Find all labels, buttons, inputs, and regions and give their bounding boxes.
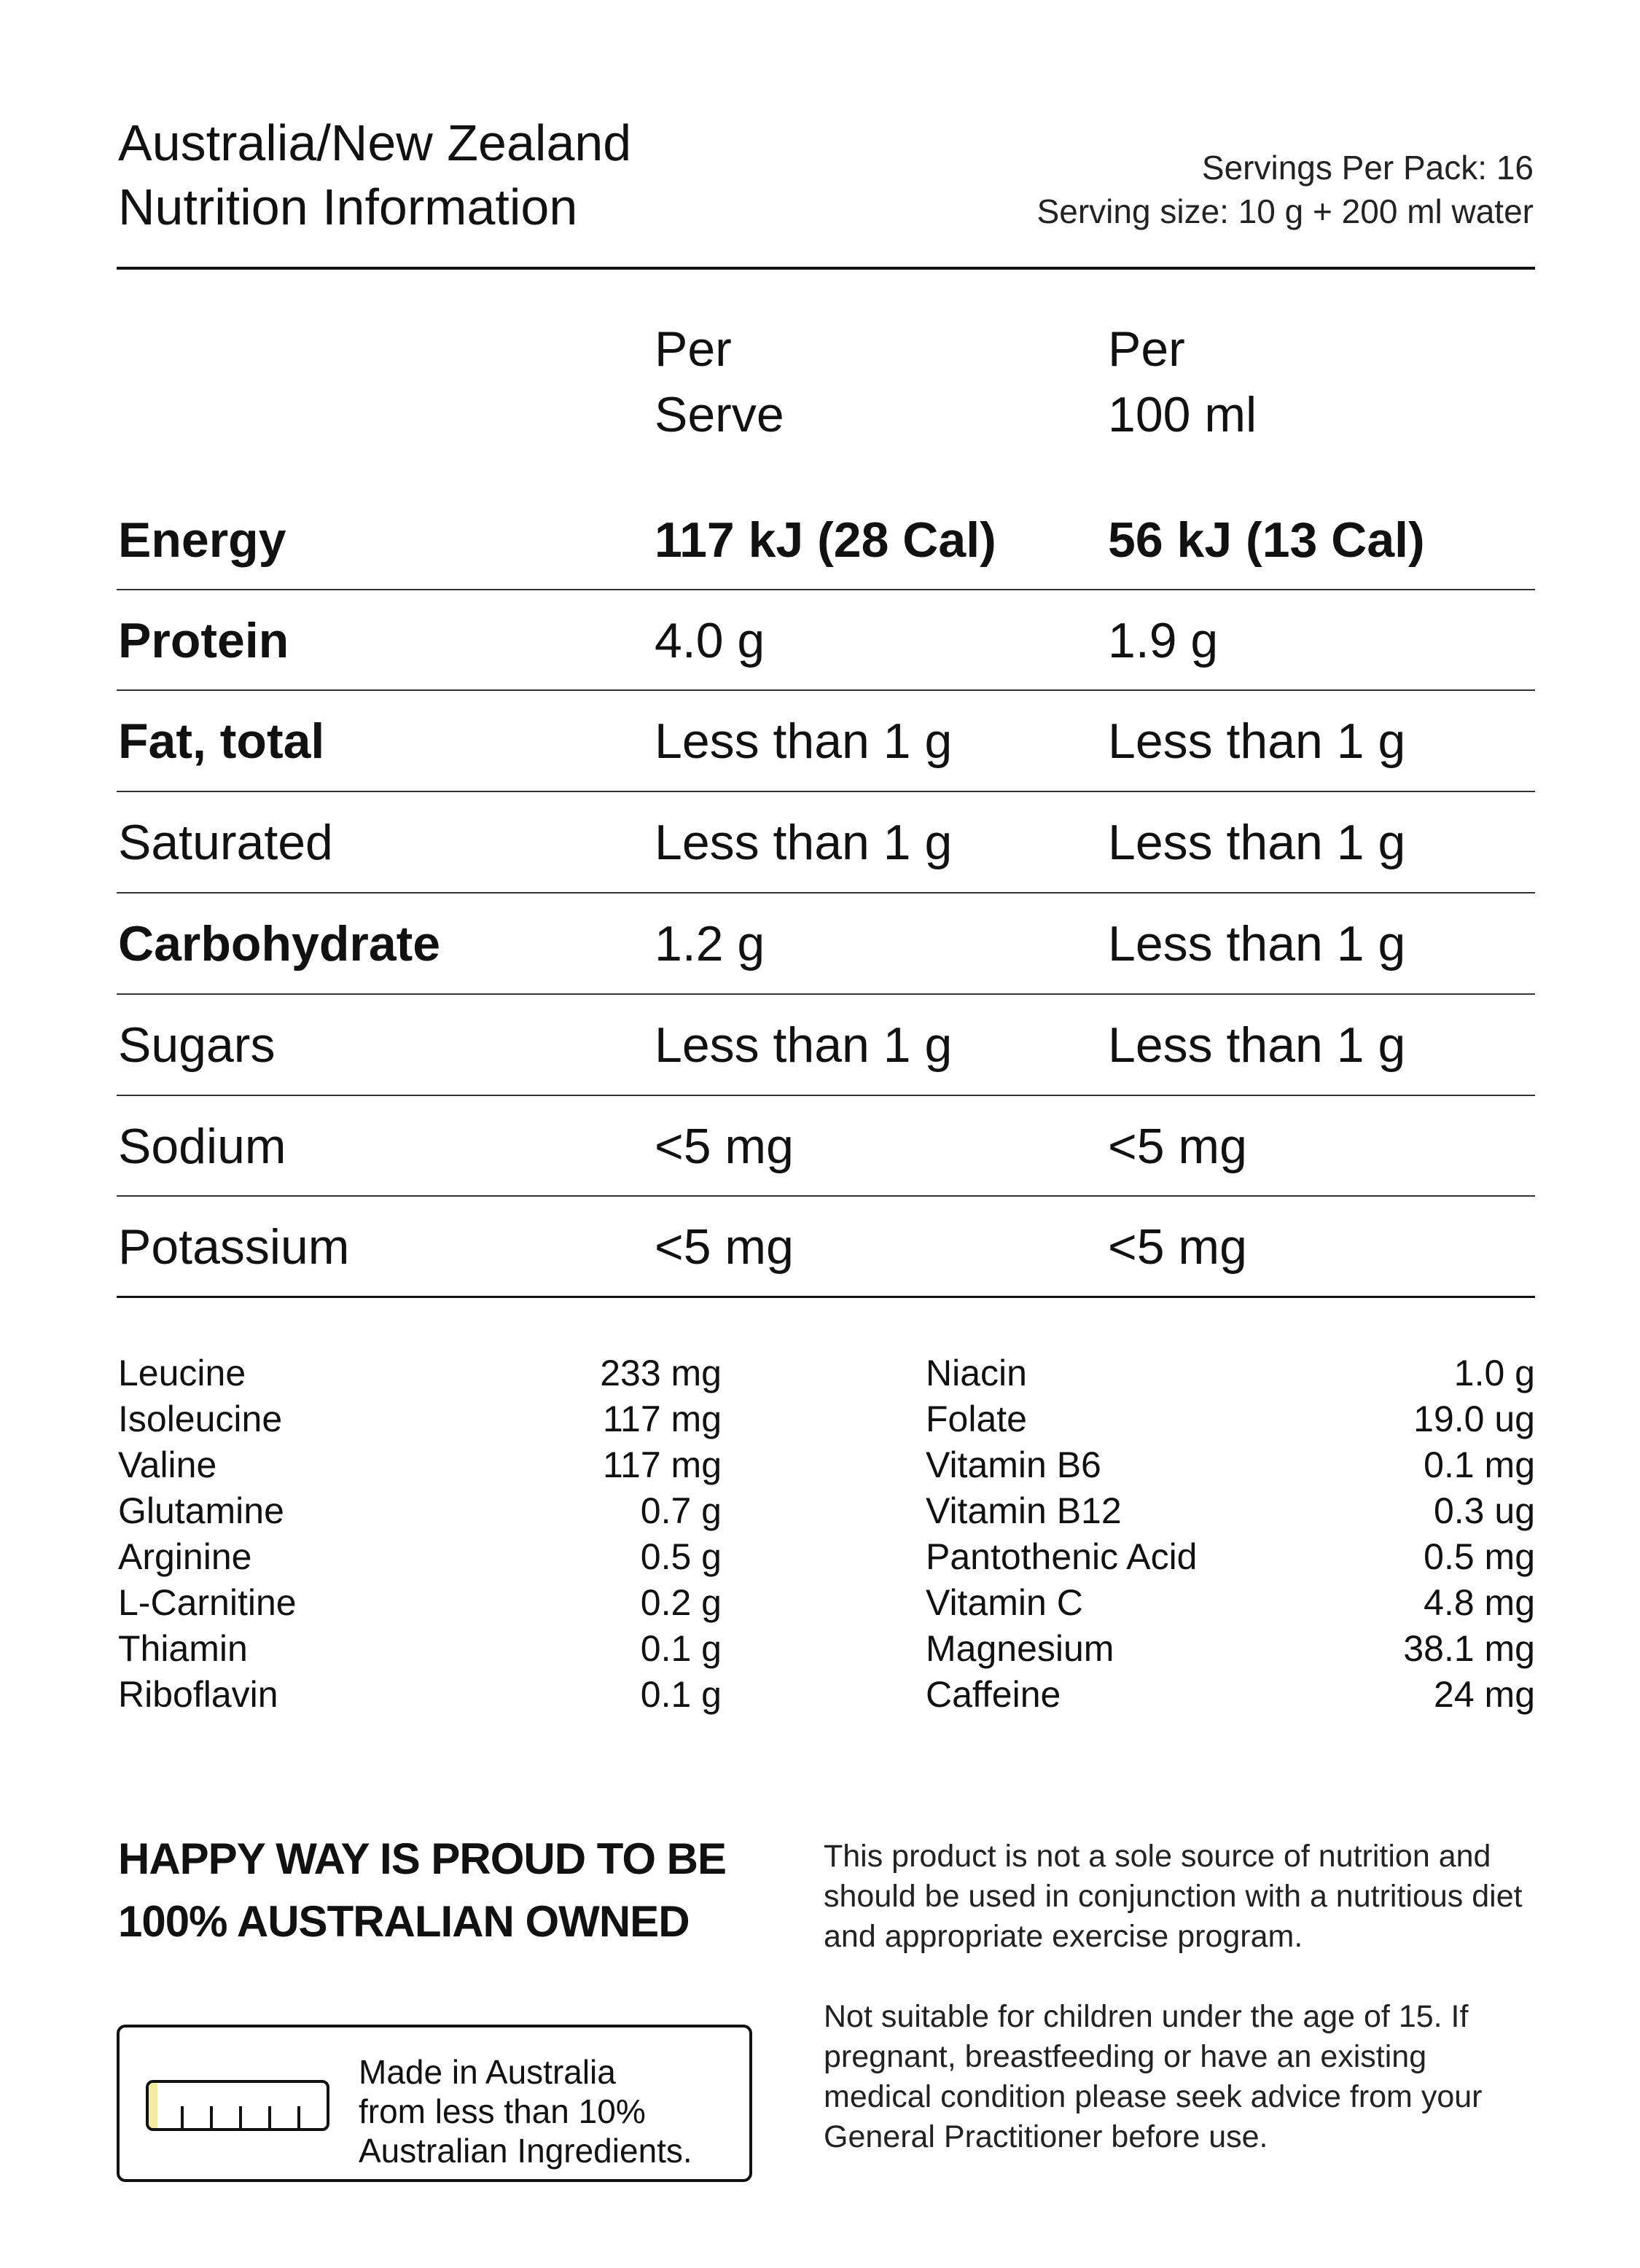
disclaimer xyxy=(824,1837,1523,2197)
bar-tick xyxy=(268,2106,271,2128)
column-header-per-100ml: Per 100 ml xyxy=(1108,321,1257,442)
row-per-serve: 1.2 g xyxy=(655,916,765,971)
list-item: Magnesium 38.1 mg xyxy=(926,1628,1535,1669)
list-item: Arginine 0.5 g xyxy=(118,1536,722,1577)
disclaimer-paragraph-1: This product is not a sole source of nutrition and should be used in conjunction with a nutritious diet and appropriate exercise program. xyxy=(824,1839,1523,1954)
list-item: Valine 117 mg xyxy=(118,1444,722,1485)
row-per-100ml: Less than 1 g xyxy=(1108,916,1406,971)
bar-tick xyxy=(239,2106,242,2128)
serving-info xyxy=(1037,146,1534,233)
row-per-100ml: Less than 1 g xyxy=(1108,815,1406,870)
disclaimer-paragraph-2: Not suitable for children under the age of 15. If pregnant, breastfeeding or have an existing medical condition please seek advice from your General Practitioner before use. xyxy=(824,1999,1483,2154)
list-item: Folate 19.0 ug xyxy=(926,1399,1535,1439)
row-label: Protein xyxy=(118,613,289,668)
list-item: Vitamin C 4.8 mg xyxy=(926,1582,1535,1623)
list-item: Isoleucine 117 mg xyxy=(118,1399,722,1439)
table-row-protein xyxy=(117,590,1535,691)
title-line-2: Nutrition Information xyxy=(118,179,578,235)
row-per-serve: Less than 1 g xyxy=(655,1017,953,1073)
row-label: Fat, total xyxy=(118,713,325,769)
row-per-100ml: 56 kJ (13 Cal) xyxy=(1108,512,1425,568)
list-item: Riboflavin 0.1 g xyxy=(118,1674,722,1715)
extras-left-list xyxy=(118,1350,722,1718)
row-per-100ml: Less than 1 g xyxy=(1108,1017,1406,1073)
row-label: Sugars xyxy=(118,1017,276,1073)
table-row-sugars xyxy=(117,995,1535,1095)
table-bottom-divider xyxy=(117,1296,1535,1298)
bar-tick xyxy=(210,2106,213,2128)
extras-right-list xyxy=(926,1350,1535,1718)
ownership-statement: HAPPY WAY IS PROUD TO BE 100% AUSTRALIAN OWNED xyxy=(118,1834,727,1946)
panel-title xyxy=(118,111,631,239)
table-row-energy xyxy=(117,490,1535,590)
list-item: Caffeine 24 mg xyxy=(926,1674,1535,1715)
row-label: Carbohydrate xyxy=(118,916,441,971)
row-label: Saturated xyxy=(118,815,333,870)
list-item: Thiamin 0.1 g xyxy=(118,1628,722,1669)
bar-tick xyxy=(181,2106,184,2128)
table-row-saturated xyxy=(117,792,1535,893)
row-per-serve: 4.0 g xyxy=(655,613,765,668)
row-label: Potassium xyxy=(118,1219,350,1275)
column-header-per-serve: Per Serve xyxy=(655,321,784,442)
row-per-100ml: 1.9 g xyxy=(1108,613,1219,668)
serving-size: Serving size: 10 g + 200 ml water xyxy=(1036,192,1534,230)
row-per-100ml: Less than 1 g xyxy=(1108,713,1406,769)
list-item: Niacin 1.0 g xyxy=(926,1353,1535,1393)
row-per-100ml: <5 mg xyxy=(1108,1219,1247,1275)
servings-per-pack: Servings Per Pack: 16 xyxy=(1201,149,1534,187)
row-label: Energy xyxy=(118,512,286,568)
bar-fill xyxy=(149,2083,157,2128)
row-label: Sodium xyxy=(118,1119,286,1174)
row-per-serve: <5 mg xyxy=(655,1219,794,1275)
table-row-sodium xyxy=(117,1096,1535,1197)
table-row-fat-total xyxy=(117,691,1535,791)
header-divider xyxy=(117,267,1535,270)
row-per-serve: Less than 1 g xyxy=(655,815,953,870)
title-line-1: Australia/New Zealand xyxy=(118,114,632,171)
table-row-potassium xyxy=(117,1197,1535,1297)
bar-tick xyxy=(297,2106,300,2128)
list-item: Glutamine 0.7 g xyxy=(118,1490,722,1531)
list-item: Vitamin B6 0.1 mg xyxy=(926,1444,1535,1485)
list-item: L-Carnitine 0.2 g xyxy=(118,1582,722,1623)
made-in-text: Made in Australia from less than 10% Australian Ingredients. xyxy=(359,2053,692,2170)
row-per-serve: <5 mg xyxy=(655,1119,794,1174)
made-in-australia-label xyxy=(117,2025,752,2182)
table-row-carbohydrate xyxy=(117,893,1535,994)
row-per-serve: Less than 1 g xyxy=(655,713,953,769)
list-item: Vitamin B12 0.3 ug xyxy=(926,1490,1535,1531)
row-per-100ml: <5 mg xyxy=(1108,1119,1247,1174)
row-per-serve: 117 kJ (28 Cal) xyxy=(655,512,996,568)
list-item: Pantothenic Acid 0.5 mg xyxy=(926,1536,1535,1577)
list-item: Leucine 233 mg xyxy=(118,1353,722,1393)
australian-ingredients-bar xyxy=(146,2080,329,2131)
